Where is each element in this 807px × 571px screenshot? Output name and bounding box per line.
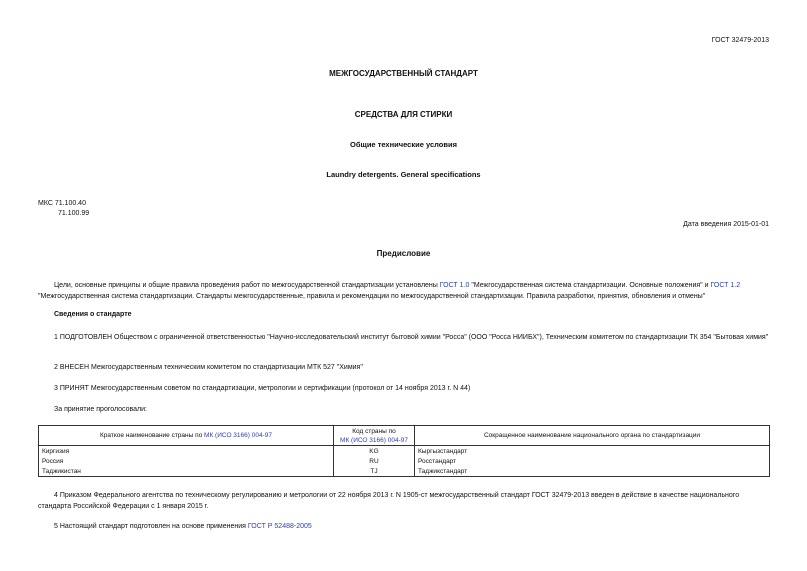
document-title: СРЕДСТВА ДЛЯ СТИРКИ [354, 110, 453, 119]
standard-type: МЕЖГОСУДАРСТВЕННЫЙ СТАНДАРТ [329, 69, 478, 78]
col-header-code [334, 426, 415, 446]
preface-text: "Межгосударственная система стандартизации. Основные положения" и [469, 282, 711, 289]
gost-1-0-link[interactable]: ГОСТ 1.0 [439, 282, 470, 289]
gost-number: ГОСТ 32479-2013 [711, 37, 769, 44]
body-cell: Таджикстандарт [415, 466, 770, 477]
preface-text: Цели, основные принципы и общие правила проведения работ по межгосударственной стандартизации установлены [54, 282, 440, 289]
code-cell: RU [334, 456, 415, 466]
item-based-on [38, 521, 774, 532]
item-adopted: 3 ПРИНЯТ Межгосударственным советом по стандартизации, метрологии и сертификации (протокол от 14 ноября 2013 г. N 44) [54, 385, 471, 392]
mk-iso-link[interactable]: МК (ИСО 3166) 004-97 [204, 432, 272, 439]
item-text: 5 Настоящий стандарт подготовлен на основе применения [54, 523, 248, 530]
code-cell: KG [334, 446, 415, 457]
intro-date: Дата введения 2015-01-01 [683, 221, 769, 228]
mks-code: МКС 71.100.40 [38, 200, 86, 207]
col-header-body: Сокращенное наименование национального органа по стандартизации [415, 426, 770, 446]
item-enacted: 4 Приказом Федерального агентства по техническому регулированию и метрологии от 22 ноября 2013 г. N 1905-ст межгосударственный стандарт ГОСТ 32479-2013 введен в действие в качестве национального стандарта Российской Федерации с 1 января 2015 г. [38, 492, 740, 510]
gost-1-2-link[interactable]: ГОСТ 1.2 [710, 282, 741, 289]
country-cell: Киргизия [39, 446, 334, 457]
mks-code-2: 71.100.99 [58, 210, 90, 217]
about-standard-heading: Сведения о стандарте [54, 311, 132, 318]
table-row [39, 456, 770, 466]
header-text: Код страны по [352, 427, 396, 435]
gost-r-52488-link[interactable]: ГОСТ Р 52488-2005 [247, 523, 312, 530]
preface-text: "Межгосударственная система стандартизации. Стандарты межгосударственные, правила и рекомендации по межгосударственной стандартизации. Правила разработки, принятия, обновления и отмены" [38, 293, 706, 300]
code-cell: TJ [334, 466, 415, 477]
country-cell: Россия [39, 456, 334, 466]
table-row [39, 466, 770, 477]
voted-label: За принятие проголосовали: [54, 406, 147, 413]
document-subtitle: Общие технические условия [350, 140, 457, 149]
country-cell: Таджикистан [39, 466, 334, 477]
table-row [39, 446, 770, 457]
voting-states-table [38, 425, 770, 477]
body-cell: Кыргызстандарт [415, 446, 770, 457]
mk-iso-link[interactable]: МК (ИСО 3166) 004-97 [340, 436, 408, 444]
body-cell: Росстандарт [415, 456, 770, 466]
col-header-country [39, 426, 334, 446]
header-text: Краткое наименование страны по [100, 432, 205, 439]
item-prepared: 1 ПОДГОТОВЛЕН Обществом с ограниченной ответственностью "Научно-исследовательский институт бытовой химии "Росса" (ООО "Росса НИИБХ"), Техническим комитетом по стандартизации ТК 354 "Бытовая химия" [54, 334, 769, 341]
preface-paragraph [38, 280, 774, 302]
preface-heading: Предисловие [376, 249, 431, 258]
document-title-en: Laundry detergents. General specifications [326, 170, 481, 179]
item-submitted: 2 ВНЕСЕН Межгосударственным техническим комитетом по стандартизации МТК 527 "Химия" [54, 364, 363, 371]
